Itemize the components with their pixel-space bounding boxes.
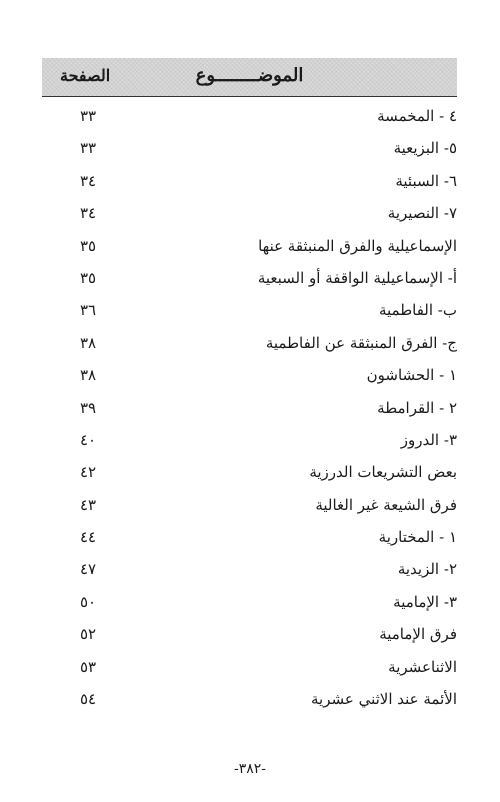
toc-entry-page: ٤٠ — [80, 430, 97, 449]
toc-entry-title: أ- الإسماعيلية الواقفة أو السبعية — [257, 268, 457, 287]
table-header — [42, 58, 457, 97]
toc-entry-page: ٣٤ — [80, 171, 97, 190]
toc-row — [42, 327, 457, 359]
toc-entry-title: ٢- الزيدية — [397, 560, 457, 579]
toc-entry-title: ج- الفرق المنبثقة عن الفاطمية — [265, 333, 457, 352]
toc-entry-title: ١ - الحشاشون — [366, 366, 457, 385]
toc-entry-page: ٣٣ — [80, 107, 97, 125]
toc-entry-title: بعض التشريعات الدرزية — [309, 463, 457, 482]
page-number: -٣٨٢- — [233, 761, 267, 777]
toc-entry-page: ٥٣ — [80, 657, 97, 676]
toc-entry-page: ٣٩ — [80, 398, 97, 417]
toc-entry-title: ٢ - القرامطة — [377, 398, 457, 417]
table-of-contents — [42, 100, 457, 715]
toc-entry-title: ٧- النصيرية — [387, 204, 457, 223]
toc-row — [42, 521, 457, 553]
toc-entry-page: ٣٣ — [80, 139, 97, 158]
toc-entry-page: ٥٢ — [80, 625, 97, 644]
toc-row — [42, 651, 457, 683]
toc-entry-title: ١ - المختارية — [378, 528, 457, 547]
toc-row — [42, 262, 457, 294]
toc-row — [42, 100, 457, 132]
toc-row — [42, 553, 457, 585]
toc-row — [42, 424, 457, 456]
toc-entry-title: ٣- الدروز — [400, 430, 457, 449]
toc-entry-page: ٤٣ — [80, 495, 97, 514]
toc-row — [42, 618, 457, 650]
toc-entry-page: ٣٥ — [80, 236, 97, 255]
toc-entry-page: ٣٨ — [80, 333, 97, 352]
toc-entry-title: ٦- السبئية — [395, 171, 457, 190]
toc-row — [42, 197, 457, 229]
toc-entry-page: ٣٨ — [80, 366, 97, 385]
toc-entry-title: الاثناعشرية — [388, 657, 457, 676]
toc-entry-title: فرق الإمامية — [379, 625, 457, 644]
toc-entry-page: ٥٤ — [80, 690, 97, 709]
toc-entry-title: الإسماعيلية والفرق المنبثقة عنها — [258, 236, 457, 255]
toc-entry-page: ٤٤ — [80, 528, 97, 547]
toc-entry-title: ٥- البزيعية — [393, 139, 457, 158]
toc-entry-title: ب- الفاطمية — [378, 301, 457, 320]
toc-entry-page: ٤٢ — [80, 463, 97, 482]
toc-row — [42, 165, 457, 197]
toc-row — [42, 230, 457, 262]
toc-row — [42, 456, 457, 488]
toc-row — [42, 392, 457, 424]
toc-row — [42, 359, 457, 391]
toc-row — [42, 132, 457, 164]
toc-entry-title: ٣- الإمامية — [393, 592, 457, 611]
toc-row — [42, 489, 457, 521]
topic-column-heading: الموضــــــــوع — [195, 65, 304, 86]
toc-entry-page: ٤٧ — [80, 560, 97, 579]
toc-row — [42, 586, 457, 618]
toc-entry-page: ٣٥ — [80, 268, 97, 287]
toc-row — [42, 683, 457, 715]
page-column-heading: الصفحة — [60, 66, 111, 85]
toc-entry-title: الأئمة عند الاثني عشرية — [310, 690, 457, 709]
toc-entry-page: ٣٦ — [80, 301, 97, 320]
toc-entry-title: فرق الشيعة غير الغالية — [315, 495, 457, 514]
toc-entry-page: ٥٠ — [80, 592, 97, 611]
toc-entry-page: ٣٤ — [80, 204, 97, 223]
toc-row — [42, 294, 457, 326]
toc-entry-title: ٤ - المخمسة — [377, 107, 457, 125]
